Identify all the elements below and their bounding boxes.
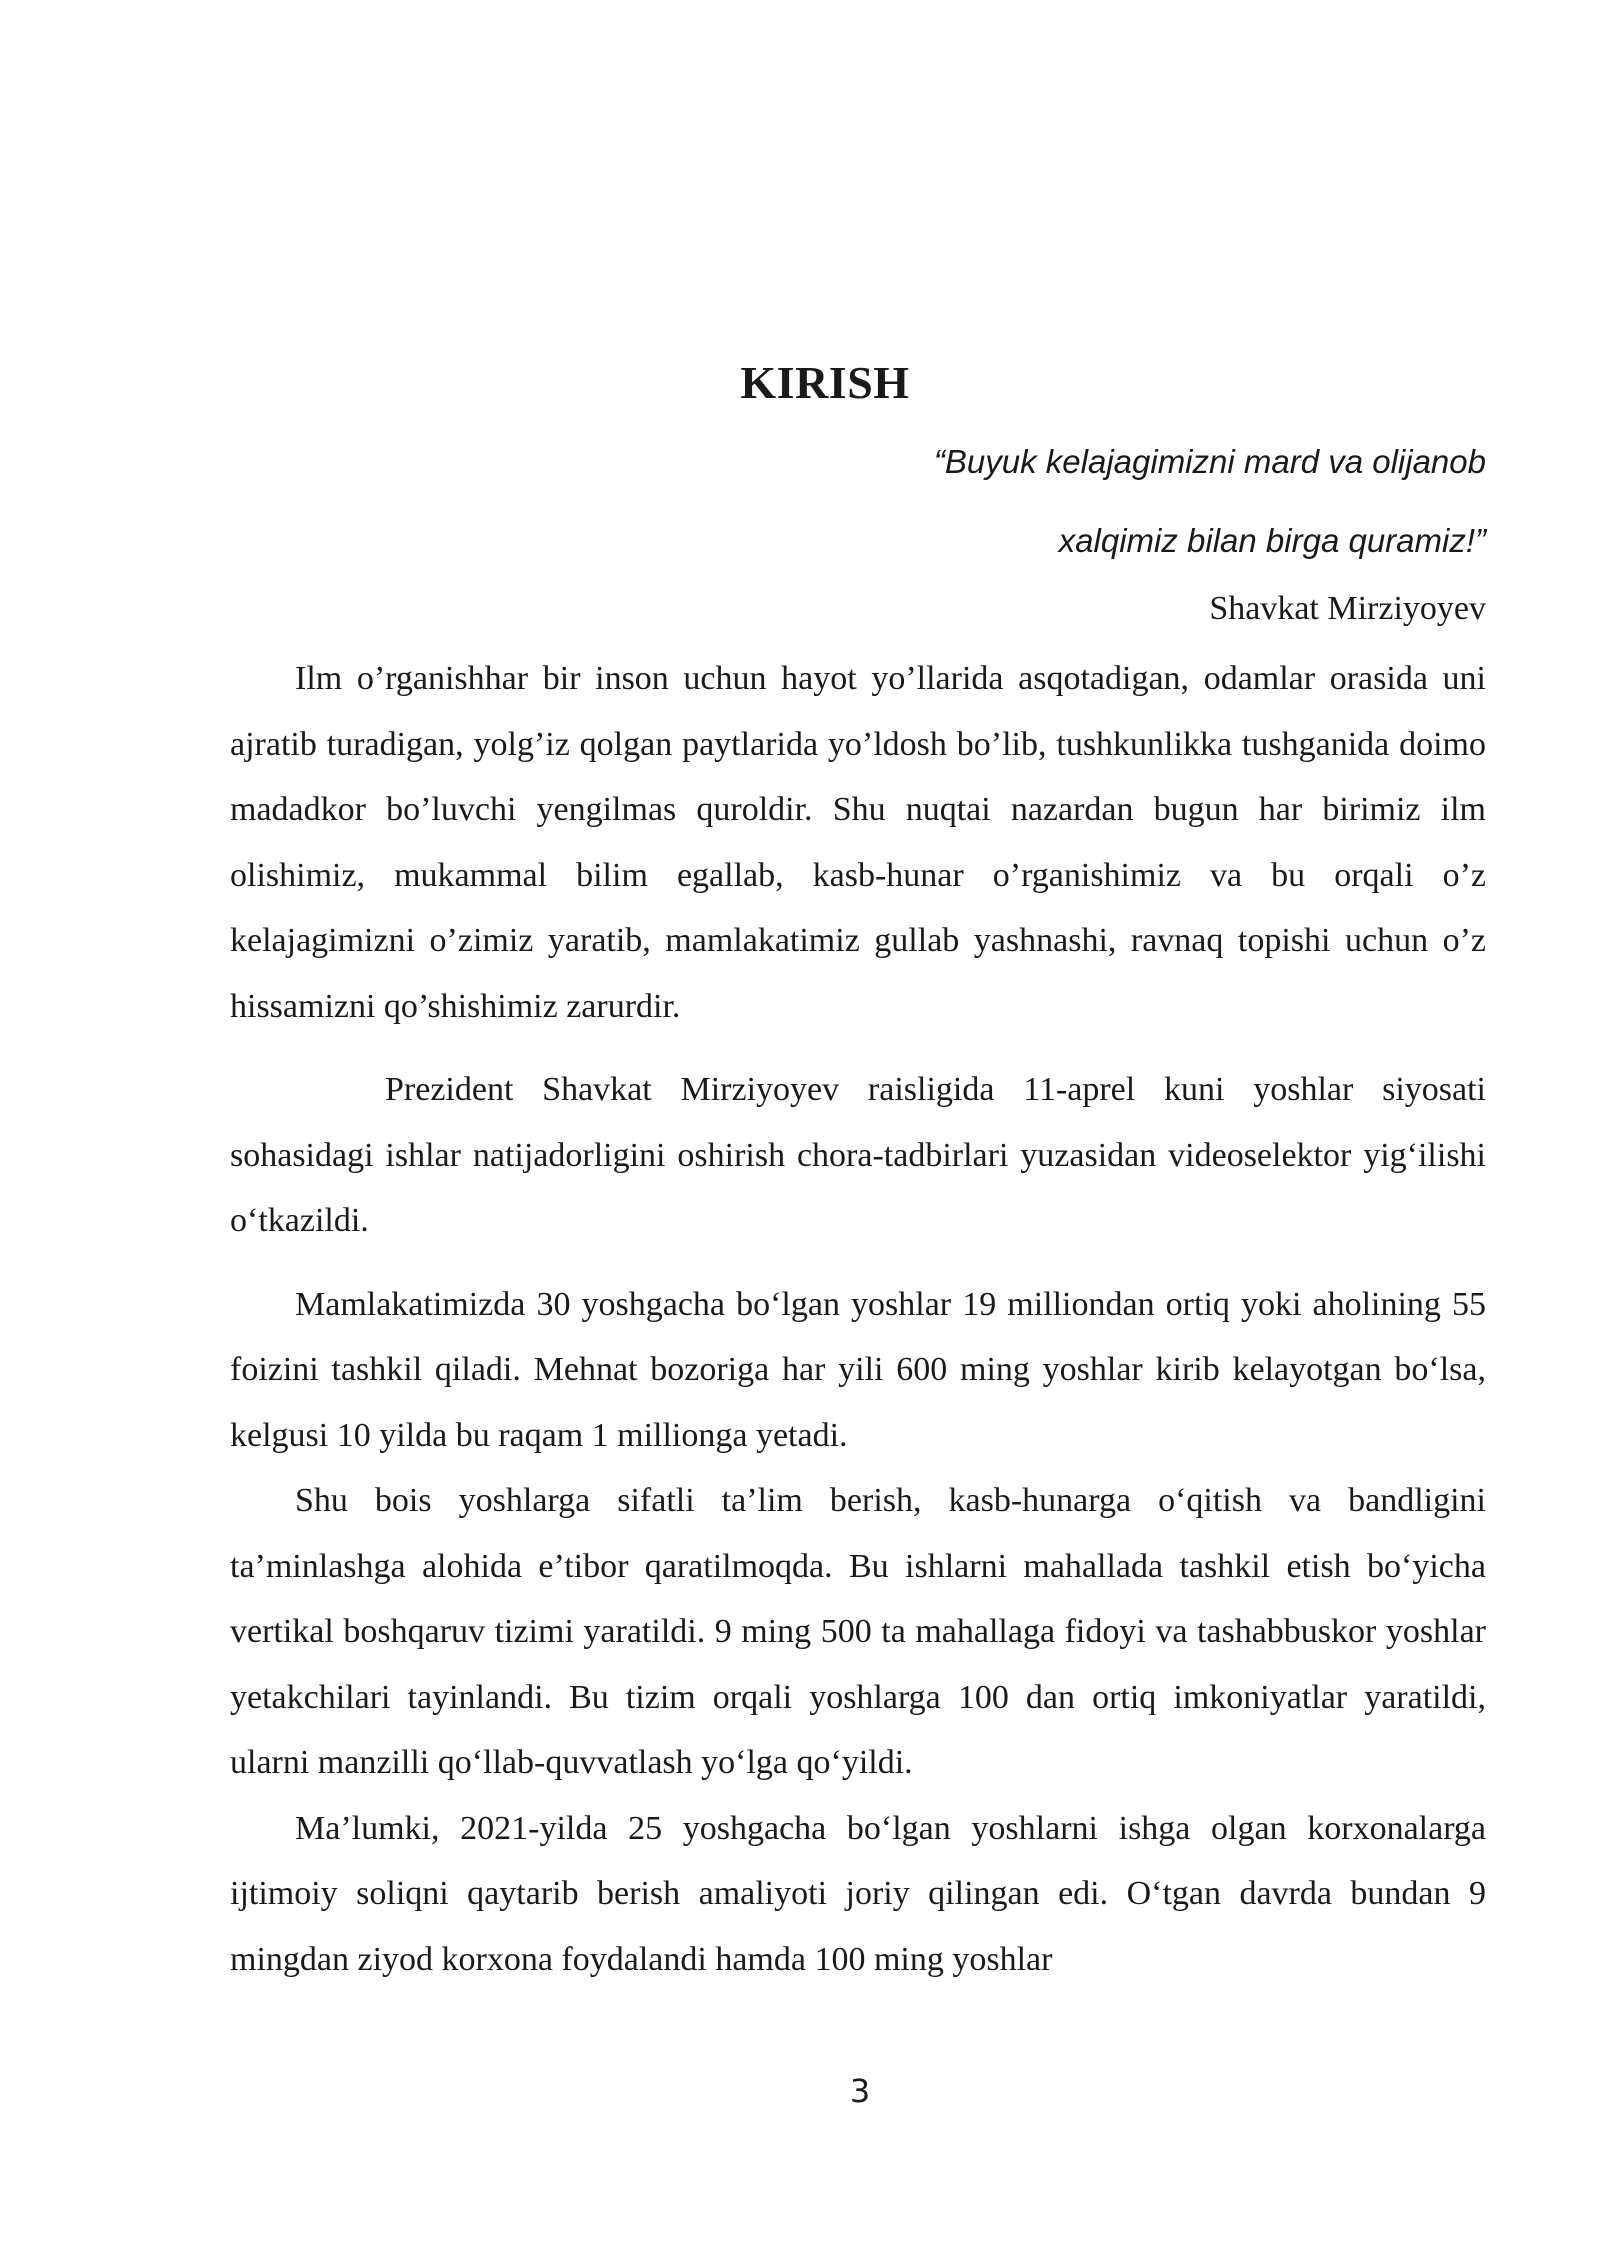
epigraph-line-2: xalqimiz bilan birga quramiz!” xyxy=(1058,522,1486,559)
page-number: 3 xyxy=(849,2072,871,2110)
epigraph-line-1: “Buyuk kelajagimizni mard va olijanob xyxy=(933,443,1486,480)
body-text xyxy=(230,646,1486,1992)
paragraph-3: Mamlakatimizda 30 yoshgacha bo‘lgan yoshlar 19 milliondan ortiq yoki aholining 55 foizini tashkil qiladi. Mehnat bozoriga har yili 600 ming yoshlar kirib kelayotgan bo‘lsa, kelgusi 10 yilda bu raqam 1 millionga yetadi. xyxy=(230,1285,1486,1454)
epigraph-author: Shavkat Mirziyoyev xyxy=(1209,590,1486,627)
paragraph-1: Ilm o’rganishhar bir inson uchun hayot yo’llarida asqotadigan, odamlar orasida uni ajratib turadigan, yolg’iz qolgan paytlarida yo’ldosh bo’lib, tushkunlikka tushganida doimo madadkor bo’luvchi yengilmas quroldir. Shu nuqtai nazardan bugun har birimiz ilm olishimiz, mukammal bilim egallab, kasb-hunar o’rganishimiz va bu orqali o’z kelajagimizni o’zimiz yaratib, mamlakatimiz gullab yashnashi, ravnaq topishi uchun o’z hissamizni qo’shishimiz zarurdir. xyxy=(230,660,1486,1025)
paragraph-2: Prezident Shavkat Mirziyoyev raisligida 11-aprel kuni yoshlar siyosati sohasidagi ishlar natijadorligini oshirish chora-tadbirlari yuzasidan videoselektor yig‘ilishi o‘tkazildi. xyxy=(230,1071,1486,1239)
paragraph-5: Ma’lumki, 2021-yilda 25 yoshgacha bo‘lgan yoshlarni ishga olgan korxonalarga ijtimoiy soliqni qaytarib berish amaliyoti joriy qilingan edi. O‘tgan davrda bundan 9 mingdan ziyod korxona foydalandi hamda 100 ming yoshlar xyxy=(230,1809,1486,1978)
page-title: KIRISH xyxy=(740,357,910,408)
paragraph-4: Shu bois yoshlarga sifatli ta’lim berish, kasb-hunarga o‘qitish va bandligini ta’minlashga alohida e’tibor qaratilmoqda. Bu ishlarni mahallada tashkil etish bo‘yicha vertikal boshqaruv tizimi yaratildi. 9 ming 500 ta mahallaga fidoyi va tashabbuskor yoshlar yetakchilari tayinlandi. Bu tizim orqali yoshlarga 100 dan ortiq imkoniyatlar yaratildi, ularni manzilli qo‘llab-quvvatlash yo‘lga qo‘yildi. xyxy=(230,1482,1486,1781)
